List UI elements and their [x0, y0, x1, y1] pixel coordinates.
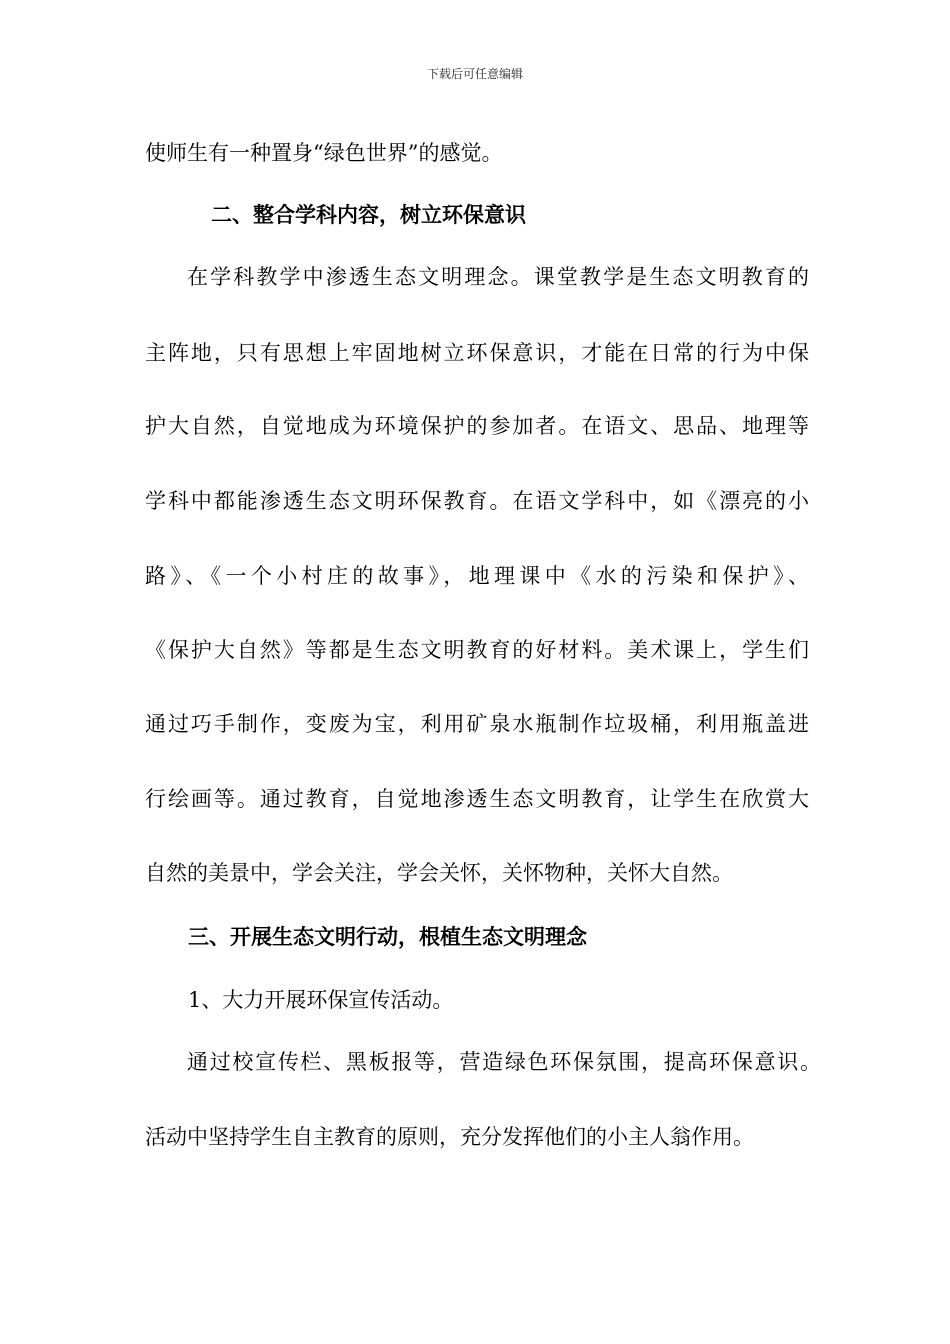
paragraph-line: 行绘画等。通过教育，自觉地渗透生态文明教育，让学生在欣赏大 — [145, 787, 809, 811]
paragraph-line: 主阵地，只有思想上牢固地树立环保意识，才能在日常的行为中保 — [145, 341, 809, 365]
paragraph-line: 使师生有一种置身“绿色世界”的感觉。 — [145, 141, 503, 165]
paragraph-line: 在学科教学中渗透生态文明理念。课堂教学是生态文明教育的 — [187, 265, 809, 289]
paragraph-line: 学科中都能渗透生态文明环保教育。在语文学科中，如《漂亮的小 — [145, 489, 809, 513]
paragraph-line: 通过巧手制作，变废为宝，利用矿泉水瓶制作垃圾桶，利用瓶盖进 — [145, 712, 809, 736]
page-header: 下载后可任意编辑 — [426, 67, 523, 81]
paragraph-line: 《保护大自然》等都是生态文明教育的好材料。美术课上，学生们 — [145, 638, 809, 662]
paragraph-line: 通过校宣传栏、黑板报等，营造绿色环保氛围，提高环保意识。 — [187, 1050, 821, 1074]
paragraph-line: 活动中坚持学生自主教育的原则，充分发挥他们的小主人翁作用。 — [145, 1125, 754, 1149]
paragraph-line: 自然的美景中，学会关注，学会关怀，关怀物种，关怀大自然。 — [145, 861, 733, 885]
section-heading-2: 二、整合学科内容，树立环保意识 — [211, 202, 526, 227]
paragraph-line: 路》、《一个小村庄的故事》，地理课中《水的污染和保护》、 — [145, 564, 809, 588]
section-heading-3: 三、开展生态文明行动，根植生态文明理念 — [188, 924, 587, 949]
paragraph-line: 护大自然，自觉地成为环境保护的参加者。在语文、思品、地理等 — [145, 414, 809, 438]
subsection-heading: 1、大力开展环保宣传活动。 — [188, 988, 454, 1012]
